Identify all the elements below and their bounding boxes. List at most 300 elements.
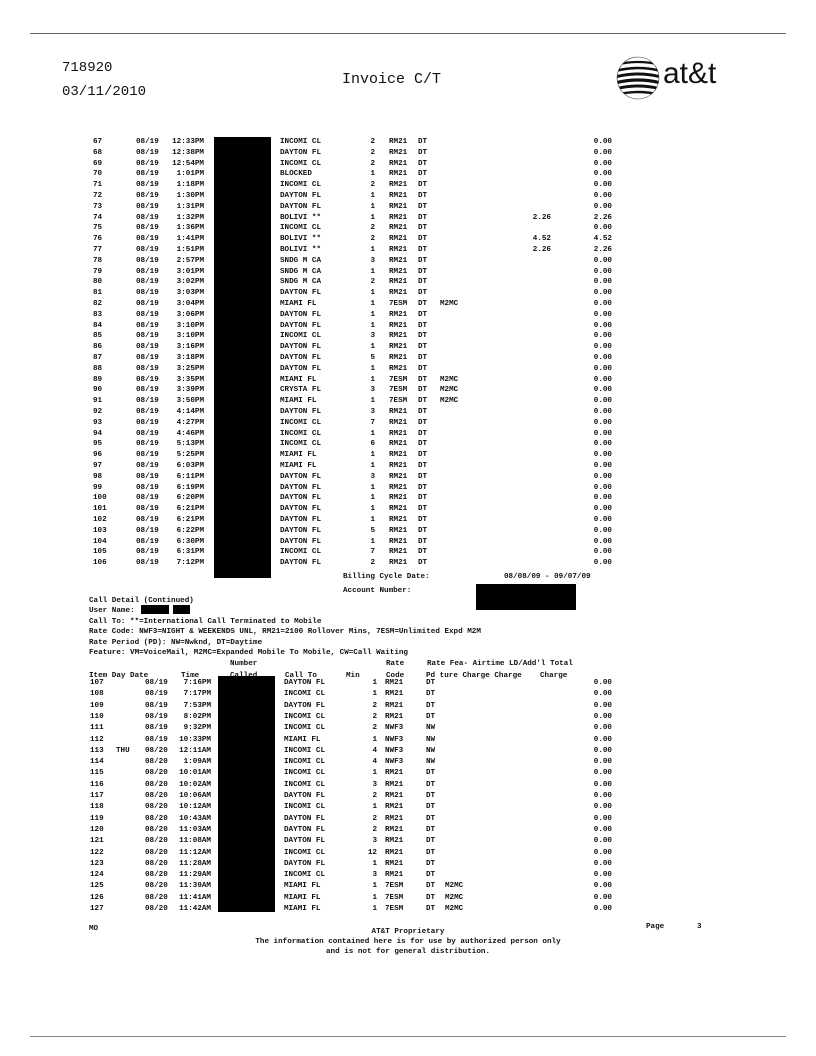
cell-idx: 126 <box>90 893 104 902</box>
cell-date: 08/19 <box>136 418 159 427</box>
cell-idx: 115 <box>90 769 104 778</box>
cell-date: 08/19 <box>145 724 168 733</box>
cell-idx: 93 <box>93 418 103 427</box>
cell-time: 7:16PM <box>183 679 211 687</box>
cell-pd: DT <box>426 905 436 913</box>
cell-idx: 125 <box>90 882 104 891</box>
cell-time: 6:22PM <box>176 526 204 535</box>
account-number-redaction <box>476 584 576 610</box>
cell-date: 08/19 <box>136 462 159 470</box>
cell-to: CRYSTA FL <box>280 386 322 395</box>
table-row <box>0 256 816 267</box>
cell-total: 0.00 <box>593 679 612 687</box>
cell-min: 1 <box>370 494 375 503</box>
cell-code: RM21 <box>389 483 408 492</box>
cell-idx: 105 <box>93 548 107 557</box>
cell-idx: 84 <box>93 321 103 330</box>
cell-code: RM21 <box>389 192 408 200</box>
cell-code: RM21 <box>389 343 408 352</box>
cell-min: 1 <box>372 679 377 687</box>
cell-min: 3 <box>372 780 377 789</box>
cell-to: INCOMI CL <box>284 780 326 789</box>
cell-idx: 83 <box>93 310 103 319</box>
cell-total: 0.00 <box>593 825 612 834</box>
table-row <box>0 213 816 224</box>
cell-pd: DT <box>426 712 436 721</box>
table-row <box>0 893 816 904</box>
cell-date: 08/19 <box>136 537 159 546</box>
cell-to: DAYTON FL <box>280 310 322 319</box>
cell-min: 1 <box>370 483 375 492</box>
cell-day: THU <box>116 746 130 755</box>
cell-total: 0.00 <box>593 440 612 449</box>
cell-to: INCOMI CL <box>280 138 322 146</box>
cell-time: 10:06AM <box>179 792 211 800</box>
table-row <box>0 723 816 734</box>
cell-min: 1 <box>370 375 375 384</box>
cell-to: DAYTON FL <box>280 148 322 157</box>
cell-code: 7ESM <box>385 905 404 913</box>
cell-time: 1:32PM <box>176 213 204 222</box>
cell-code: RM21 <box>385 769 404 778</box>
cell-time: 6:11PM <box>176 472 204 481</box>
footer-state: MO <box>89 925 99 933</box>
cell-air: 2.26 <box>532 246 551 254</box>
table-row <box>0 780 816 791</box>
cell-pd: DT <box>418 332 428 341</box>
cell-time: 6:21PM <box>176 505 204 514</box>
cell-total: 0.00 <box>593 408 612 416</box>
footer-page-label: Page <box>646 923 665 931</box>
cell-code: RM21 <box>389 418 408 427</box>
footer-disclaimer-1: The information contained here is for use by authorized person only <box>255 938 561 946</box>
cell-pd: DT <box>418 213 428 222</box>
cell-date: 08/19 <box>145 735 168 744</box>
cell-total: 0.00 <box>593 837 612 846</box>
cell-min: 2 <box>370 224 375 233</box>
cell-total: 0.00 <box>593 758 612 767</box>
cell-time: 10:43AM <box>179 814 211 823</box>
cell-date: 08/20 <box>145 792 168 800</box>
cell-air: 4.52 <box>532 235 551 244</box>
cell-to: INCOMI CL <box>284 746 326 755</box>
cell-date: 08/19 <box>136 343 159 352</box>
table-row <box>0 537 816 548</box>
cell-code: NWF3 <box>385 735 404 744</box>
cell-idx: 79 <box>93 267 103 276</box>
cell-min: 1 <box>370 397 375 406</box>
cell-idx: 69 <box>93 159 103 168</box>
table-row <box>0 836 816 847</box>
cell-idx: 127 <box>90 905 104 913</box>
cell-min: 5 <box>370 354 375 362</box>
cell-min: 1 <box>370 462 375 470</box>
cell-to: DAYTON FL <box>280 494 322 503</box>
cell-idx: 71 <box>93 181 103 190</box>
cell-to: SNDG M CA <box>280 256 322 265</box>
cell-pd: DT <box>418 310 428 319</box>
legend-rate-code: Rate Code: NWF3=NIGHT & WEEKENDS UNL, RM21=2100 Rollover Mins, 7ESM=Unlimited Expd M2M <box>89 628 481 636</box>
cell-date: 08/20 <box>145 837 168 846</box>
cell-date: 08/19 <box>136 246 159 254</box>
cell-total: 0.00 <box>593 905 612 913</box>
cell-date: 08/19 <box>136 483 159 492</box>
cell-to: DAYTON FL <box>280 202 322 211</box>
cell-min: 2 <box>370 235 375 244</box>
cell-total: 0.00 <box>593 746 612 755</box>
cell-total: 4.52 <box>593 235 612 244</box>
cell-pd: DT <box>418 256 428 265</box>
cell-code: RM21 <box>389 364 408 373</box>
cell-pd: DT <box>418 300 428 308</box>
cell-to: INCOMI CL <box>284 690 326 699</box>
cell-total: 0.00 <box>593 148 612 157</box>
cell-idx: 111 <box>90 724 104 733</box>
cell-time: 1:30PM <box>176 192 204 200</box>
cell-total: 0.00 <box>593 712 612 721</box>
cell-pd: DT <box>418 408 428 416</box>
cell-min: 1 <box>370 310 375 319</box>
cell-code: RM21 <box>385 803 404 812</box>
cell-code: RM21 <box>389 256 408 265</box>
cell-min: 12 <box>367 848 377 857</box>
cell-to: DAYTON FL <box>280 289 322 298</box>
cell-pd: DT <box>418 451 428 460</box>
cell-pd: DT <box>418 321 428 330</box>
cell-total: 0.00 <box>593 224 612 233</box>
cell-time: 3:18PM <box>176 354 204 362</box>
cell-time: 6:21PM <box>176 516 204 524</box>
cell-idx: 120 <box>90 825 104 834</box>
cell-total: 0.00 <box>593 375 612 384</box>
table-row <box>0 277 816 288</box>
cell-date: 08/20 <box>145 848 168 857</box>
att-logo <box>615 55 755 103</box>
cell-to: DAYTON FL <box>280 472 322 481</box>
cell-pd: DT <box>418 148 428 157</box>
cell-pd: DT <box>418 505 428 514</box>
cell-feat: M2MC <box>445 882 464 891</box>
cell-min: 1 <box>370 364 375 373</box>
cell-idx: 96 <box>93 451 103 460</box>
cell-idx: 123 <box>90 859 104 868</box>
cell-total: 0.00 <box>593 690 612 699</box>
cell-to: MIAMI FL <box>280 462 317 470</box>
cell-total: 0.00 <box>593 300 612 308</box>
cell-to: INCOMI CL <box>280 548 322 557</box>
logo-text: at&t <box>663 57 717 90</box>
cell-date: 08/20 <box>145 814 168 823</box>
cell-date: 08/19 <box>136 192 159 200</box>
cell-code: RM21 <box>389 354 408 362</box>
cell-total: 0.00 <box>593 289 612 298</box>
cell-min: 2 <box>372 701 377 710</box>
cell-idx: 94 <box>93 429 103 438</box>
cell-to: INCOMI CL <box>280 440 322 449</box>
cell-to: DAYTON FL <box>280 192 322 200</box>
cell-min: 1 <box>370 170 375 179</box>
cell-total: 0.00 <box>593 138 612 146</box>
cell-pd: DT <box>426 792 436 800</box>
table-row <box>0 859 816 870</box>
cell-min: 2 <box>372 814 377 823</box>
bottom-rule <box>30 1036 786 1037</box>
cell-min: 1 <box>372 859 377 868</box>
cell-idx: 72 <box>93 192 103 200</box>
cell-total: 0.00 <box>593 701 612 710</box>
cell-total: 0.00 <box>593 256 612 265</box>
cell-min: 1 <box>370 516 375 524</box>
cell-idx: 68 <box>93 148 103 157</box>
cell-idx: 122 <box>90 848 104 857</box>
cell-date: 08/19 <box>136 202 159 211</box>
table-row <box>0 515 816 526</box>
cell-code: RM21 <box>389 516 408 524</box>
cell-to: BOLIVI ** <box>280 246 322 254</box>
cell-code: RM21 <box>385 871 404 880</box>
cell-code: RM21 <box>389 505 408 514</box>
cell-date: 08/19 <box>136 354 159 362</box>
cell-min: 1 <box>372 690 377 699</box>
cell-time: 9:32PM <box>183 724 211 733</box>
cell-total: 0.00 <box>593 472 612 481</box>
cell-code: NWF3 <box>385 758 404 767</box>
cell-min: 1 <box>372 905 377 913</box>
cell-to: DAYTON FL <box>280 364 322 373</box>
cell-time: 11:41AM <box>179 893 211 902</box>
cell-code: RM21 <box>389 310 408 319</box>
cell-pd: DT <box>418 397 428 406</box>
cell-min: 1 <box>370 267 375 276</box>
cell-time: 12:38PM <box>172 148 204 157</box>
cell-time: 3:03PM <box>176 289 204 298</box>
cell-time: 11:39AM <box>179 882 211 891</box>
cell-to: BOLIVI ** <box>280 235 322 244</box>
cell-idx: 100 <box>93 494 107 503</box>
cell-min: 3 <box>370 332 375 341</box>
table-row <box>0 791 816 802</box>
table-row <box>0 526 816 537</box>
cell-idx: 78 <box>93 256 103 265</box>
cell-min: 2 <box>370 148 375 157</box>
cell-min: 2 <box>370 278 375 287</box>
cell-total: 0.00 <box>593 814 612 823</box>
cell-time: 3:04PM <box>176 300 204 308</box>
cell-to: DAYTON FL <box>284 825 326 834</box>
table-row <box>0 331 816 342</box>
cell-idx: 80 <box>93 278 103 287</box>
cell-time: 4:27PM <box>176 418 204 427</box>
cell-time: 3:01PM <box>176 267 204 276</box>
cell-idx: 108 <box>90 690 104 699</box>
table-row <box>0 472 816 483</box>
cell-pd: DT <box>418 278 428 287</box>
cell-time: 7:17PM <box>183 690 211 699</box>
cell-idx: 74 <box>93 213 103 222</box>
cell-to: MIAMI FL <box>284 735 321 744</box>
cell-pd: DT <box>426 679 436 687</box>
cell-min: 4 <box>372 758 377 767</box>
cell-code: RM21 <box>385 679 404 687</box>
cell-time: 10:01AM <box>179 769 211 778</box>
cell-date: 08/19 <box>136 559 159 568</box>
cell-time: 3:35PM <box>176 375 204 384</box>
cell-pd: DT <box>418 246 428 254</box>
cell-pd: DT <box>418 354 428 362</box>
cell-time: 10:33PM <box>179 735 211 744</box>
cell-to: INCOMI CL <box>284 712 326 721</box>
cell-date: 08/19 <box>136 397 159 406</box>
cell-time: 1:18PM <box>176 181 204 190</box>
cell-pd: DT <box>426 871 436 880</box>
cell-time: 4:14PM <box>176 408 204 416</box>
cell-date: 08/19 <box>136 472 159 481</box>
cell-min: 7 <box>370 548 375 557</box>
cell-total: 0.00 <box>593 267 612 276</box>
cell-code: RM21 <box>389 267 408 276</box>
cell-total: 0.00 <box>593 202 612 211</box>
cell-min: 3 <box>370 408 375 416</box>
cell-min: 3 <box>372 871 377 880</box>
cell-date: 08/20 <box>145 769 168 778</box>
cell-code: 7ESM <box>389 300 408 308</box>
cell-min: 2 <box>370 181 375 190</box>
table-row <box>0 825 816 836</box>
table-row <box>0 180 816 191</box>
table-row <box>0 407 816 418</box>
cell-code: 7ESM <box>389 386 408 395</box>
cell-idx: 113 <box>90 746 104 755</box>
table-row <box>0 202 816 213</box>
header-code: Code <box>386 672 405 680</box>
cell-total: 0.00 <box>593 505 612 514</box>
cell-pd: DT <box>418 181 428 190</box>
cell-to: INCOMI CL <box>284 769 326 778</box>
billing-cycle-value: 08/08/09 - 09/07/09 <box>504 573 591 581</box>
cell-total: 0.00 <box>593 429 612 438</box>
cell-total: 0.00 <box>593 321 612 330</box>
table-row <box>0 267 816 278</box>
cell-code: RM21 <box>385 825 404 834</box>
cell-pd: DT <box>426 825 436 834</box>
cell-date: 08/19 <box>136 440 159 449</box>
cell-date: 08/19 <box>136 181 159 190</box>
cell-date: 08/19 <box>136 213 159 222</box>
cell-feat: M2MC <box>445 893 464 902</box>
cell-min: 2 <box>372 792 377 800</box>
cell-date: 08/19 <box>145 679 168 687</box>
cell-to: INCOMI CL <box>280 332 322 341</box>
cell-date: 08/19 <box>145 712 168 721</box>
table-row <box>0 245 816 256</box>
table-row <box>0 802 816 813</box>
cell-date: 08/20 <box>145 859 168 868</box>
cell-to: DAYTON FL <box>284 701 326 710</box>
cell-date: 08/19 <box>136 386 159 395</box>
header-pd: Pd ture Charge Charge <box>426 672 522 680</box>
cell-idx: 99 <box>93 483 103 492</box>
cell-date: 08/19 <box>136 148 159 157</box>
cell-idx: 110 <box>90 712 104 721</box>
cell-min: 2 <box>372 825 377 834</box>
cell-time: 11:03AM <box>179 825 211 834</box>
cell-to: INCOMI CL <box>280 159 322 168</box>
table-row <box>0 137 816 148</box>
cell-to: DAYTON FL <box>284 859 326 868</box>
cell-total: 0.00 <box>593 882 612 891</box>
cell-date: 08/20 <box>145 882 168 891</box>
cell-min: 1 <box>370 202 375 211</box>
table-row <box>0 418 816 429</box>
cell-to: BLOCKED <box>280 170 312 179</box>
cell-date: 08/19 <box>136 300 159 308</box>
cell-min: 3 <box>372 837 377 846</box>
cell-pd: DT <box>426 859 436 868</box>
cell-date: 08/19 <box>136 235 159 244</box>
cell-to: DAYTON FL <box>284 814 326 823</box>
cell-code: RM21 <box>389 224 408 233</box>
cell-idx: 106 <box>93 559 107 568</box>
cell-to: DAYTON FL <box>280 408 322 416</box>
cell-pd: DT <box>418 494 428 503</box>
cell-date: 08/20 <box>145 758 168 767</box>
cell-time: 6:03PM <box>176 462 204 470</box>
cell-code: RM21 <box>389 170 408 179</box>
cell-code: RM21 <box>389 429 408 438</box>
cell-min: 1 <box>370 246 375 254</box>
top-rule <box>30 33 786 34</box>
table-row <box>0 321 816 332</box>
cell-to: DAYTON FL <box>280 526 322 535</box>
cell-total: 0.00 <box>593 451 612 460</box>
cell-min: 1 <box>372 803 377 812</box>
cell-to: DAYTON FL <box>280 483 322 492</box>
table-row <box>0 678 816 689</box>
table-row <box>0 504 816 515</box>
cell-to: SNDG M CA <box>280 267 322 276</box>
cell-code: RM21 <box>389 526 408 535</box>
cell-total: 0.00 <box>593 181 612 190</box>
cell-min: 2 <box>372 712 377 721</box>
cell-code: RM21 <box>389 559 408 568</box>
table-row <box>0 396 816 407</box>
table-row <box>0 169 816 180</box>
cell-idx: 121 <box>90 837 104 846</box>
cell-time: 5:13PM <box>176 440 204 449</box>
cell-date: 08/19 <box>136 516 159 524</box>
cell-pd: DT <box>426 769 436 778</box>
account-id: 718920 <box>62 60 113 76</box>
cell-to: DAYTON FL <box>284 837 326 846</box>
cell-pd: DT <box>426 780 436 789</box>
cell-idx: 107 <box>90 679 104 687</box>
cell-code: RM21 <box>389 213 408 222</box>
cell-min: 2 <box>370 138 375 146</box>
cell-pd: NW <box>426 758 436 767</box>
cell-pd: DT <box>418 170 428 179</box>
cell-total: 0.00 <box>593 418 612 427</box>
cell-total: 2.26 <box>593 213 612 222</box>
header-time: Time <box>181 672 200 680</box>
cell-code: RM21 <box>385 780 404 789</box>
cell-min: 2 <box>370 159 375 168</box>
cell-pd: DT <box>418 429 428 438</box>
cell-pd: DT <box>418 440 428 449</box>
cell-total: 0.00 <box>593 192 612 200</box>
cell-pd: DT <box>426 837 436 846</box>
cell-code: RM21 <box>389 440 408 449</box>
cell-total: 0.00 <box>593 170 612 179</box>
